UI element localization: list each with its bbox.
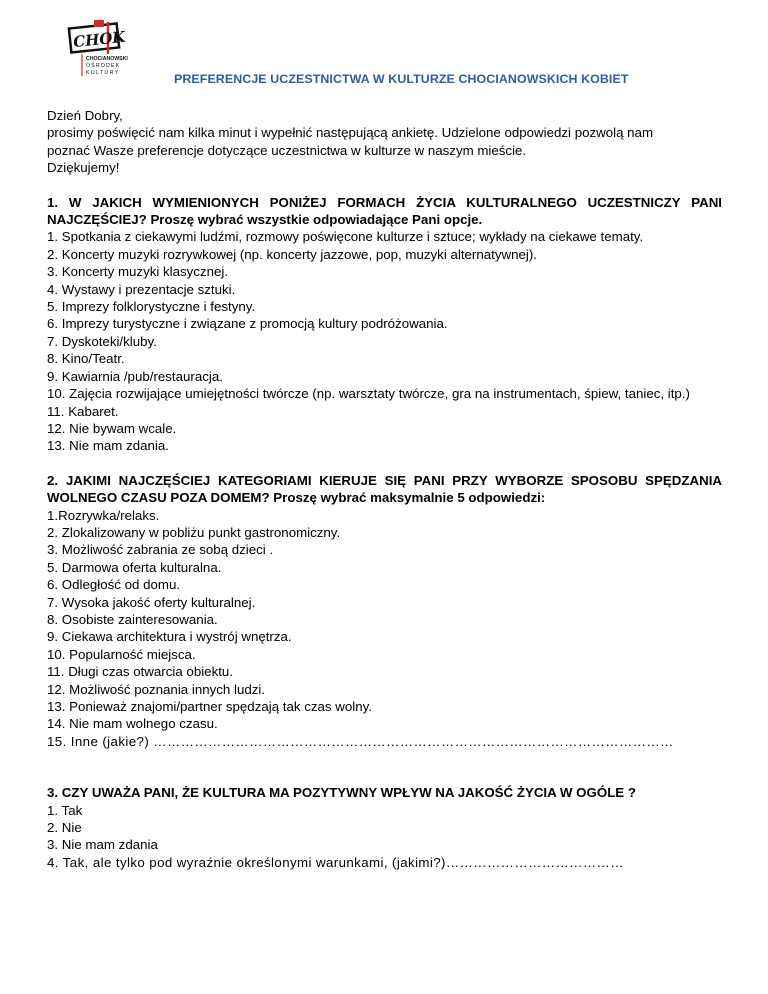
question-1-options (47, 228, 722, 454)
option[interactable]: 2. Nie (47, 820, 82, 836)
option[interactable]: 11. Kabaret. (47, 403, 119, 419)
question-3-title: 3. CZY UWAŻA PANI, ŻE KULTURA MA POZYTYWNY WPŁYW NA JAKOŚĆ ŻYCIA W OGÓLE ? (47, 785, 636, 801)
option[interactable]: 9. Ciekawa architektura i wystrój wnętrza. (47, 629, 292, 645)
option[interactable]: 2. Koncerty muzyki rozrywkowej (np. koncerty jazzowe, pop, muzyki alternatywnej). (47, 246, 537, 262)
question-2-title: 2. JAKIMI NAJCZĘŚCIEJ KATEGORIAMI KIERUJE SIĘ PANI PRZY WYBORZE SPOSOBU SPĘDZANIA WOLNEGO CZASU POZA DOMEM? Proszę wybrać maksymalnie 5 odpowiedzi: (47, 472, 722, 506)
option[interactable]: 13. Nie mam zdania. (47, 438, 169, 454)
option[interactable]: 10. Popularność miejsca. (47, 646, 196, 662)
option[interactable]: 1. Spotkania z ciekawymi ludźmi, rozmowy poświęcone kulturze i sztuce; wykłady na ciekawe tematy. (47, 229, 644, 245)
thanks: Dziękujemy! (47, 160, 120, 176)
option[interactable]: 10. Zajęcia rozwijające umiejętności twórcze (np. warsztaty twórcze, gra na instrumentach, śpiew, taniec, itp.) (47, 386, 690, 402)
option[interactable]: 4. Wystawy i prezentacje sztuki. (47, 281, 236, 297)
option-other-fill-in[interactable]: 15. Inne (jakie?) …………………………………………………………………………………………………… (47, 733, 674, 749)
question-2 (47, 472, 722, 751)
option-conditional-fill-in[interactable]: 4. Tak, ale tylko pod wyraźnie określonymi warunkami, (jakimi?)………………………………… (47, 854, 624, 870)
question-3 (47, 784, 722, 871)
document-title: PREFERENCJE UCZESTNICTWA W KULTURZE CHOCIANOWSKICH KOBIET (174, 72, 629, 86)
option[interactable]: 12. Możliwość poznania innych ludzi. (47, 681, 266, 697)
option[interactable]: 6. Imprezy turystyczne i związane z promocją kultury podróżowania. (47, 316, 448, 332)
intro-line-1: prosimy poświęcić nam kilka minut i wypełnić następującą ankietę. Udzielone odpowiedzi pozwolą nam (47, 125, 654, 141)
option[interactable]: 1. Tak (47, 802, 83, 818)
survey-content (47, 107, 722, 871)
option[interactable]: 9. Kawiarnia /pub/restauracja. (47, 368, 223, 384)
option[interactable]: 6. Odległość od domu. (47, 577, 181, 593)
question-1 (47, 194, 722, 455)
question-3-options (47, 802, 722, 872)
option[interactable]: 7. Dyskoteki/kluby. (47, 333, 157, 349)
question-2-options (47, 507, 722, 751)
option[interactable]: 5. Darmowa oferta kulturalna. (47, 559, 222, 575)
option[interactable]: 3. Możliwość zabrania ze sobą dzieci . (47, 542, 274, 558)
option[interactable]: 3. Koncerty muzyki klasycznej. (47, 264, 229, 280)
option[interactable]: 11. Długi czas otwarcia obiektu. (47, 664, 234, 680)
intro-line-2: poznać Wasze preferencje dotyczące uczestnictwa w kulturze w naszym mieście. (47, 142, 527, 158)
logo-mark-text: CHOK (72, 27, 127, 52)
option[interactable]: 8. Osobiste zainteresowania. (47, 611, 218, 627)
option[interactable]: 5. Imprezy folklorystyczne i festyny. (47, 299, 256, 315)
logo-line2: OŚRODEK (86, 63, 121, 69)
option[interactable]: 2. Zlokalizowany w pobliżu punkt gastronomiczny. (47, 524, 341, 540)
logo-graphic (64, 20, 134, 82)
option[interactable]: 1.Rozrywka/relaks. (47, 507, 160, 523)
logo-line3: KULTURY (86, 70, 120, 76)
option[interactable]: 13. Ponieważ znajomi/partner spędzają tak czas wolny. (47, 699, 372, 714)
logo-line1: CHOCIANOWSKI (86, 56, 128, 62)
option[interactable]: 7. Wysoka jakość oferty kulturalnej. (47, 594, 256, 610)
option[interactable]: 14. Nie mam wolnego czasu. (47, 716, 218, 732)
chok-logo (64, 20, 134, 82)
option[interactable]: 12. Nie bywam wcale. (47, 420, 177, 436)
greeting: Dzień Dobry, (47, 108, 123, 123)
option[interactable]: 8. Kino/Teatr. (47, 351, 125, 367)
question-1-title: 1. W JAKICH WYMIENIONYCH PONIŻEJ FORMACH ŻYCIA KULTURALNEGO UCZESTNICZY PANI NAJCZĘŚCIEJ? Proszę wybrać wszystkie odpowiadające Pani opcje. (47, 194, 722, 228)
option[interactable]: 3. Nie mam zdania (47, 837, 158, 853)
